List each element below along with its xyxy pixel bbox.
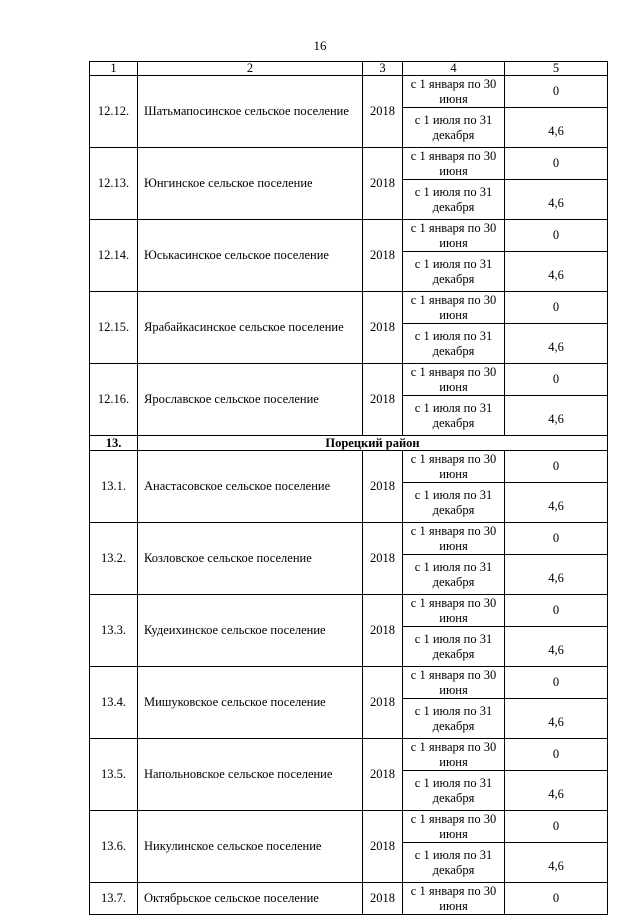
- period-cell: с 1 января по 30 июня: [403, 220, 505, 252]
- period-cell: с 1 января по 30 июня: [403, 739, 505, 771]
- rate-value: 0: [505, 451, 608, 483]
- period-cell: с 1 января по 30 июня: [403, 292, 505, 324]
- table-row: [90, 739, 608, 771]
- row-number: 12.14.: [90, 220, 138, 292]
- rate-value: 4,6: [505, 252, 608, 292]
- period-cell: с 1 января по 30 июня: [403, 883, 505, 915]
- rate-value: 0: [505, 811, 608, 843]
- period-cell: с 1 июля по 31 декабря: [403, 396, 505, 436]
- row-number: 13.5.: [90, 739, 138, 811]
- settlement-name: [138, 667, 363, 739]
- settlement-name: [138, 364, 363, 436]
- rate-value: 4,6: [505, 627, 608, 667]
- table-row: [90, 811, 608, 843]
- period-cell: с 1 июля по 31 декабря: [403, 483, 505, 523]
- rate-value: 4,6: [505, 324, 608, 364]
- year-cell: 2018: [363, 595, 403, 667]
- period-cell: с 1 июля по 31 декабря: [403, 843, 505, 883]
- settlement-name-text: Юськасинское сельское поселение: [144, 248, 329, 262]
- rate-value: 4,6: [505, 771, 608, 811]
- settlement-name-text: Ярабайкасинское сельское поселение: [144, 320, 344, 334]
- table-row: [90, 667, 608, 699]
- period-cell: с 1 июля по 31 декабря: [403, 108, 505, 148]
- settlement-name-text: Козловское сельское поселение: [144, 551, 312, 565]
- period-cell: с 1 января по 30 июня: [403, 523, 505, 555]
- period-cell: с 1 июля по 31 декабря: [403, 252, 505, 292]
- rate-value: 0: [505, 148, 608, 180]
- period-cell: с 1 июля по 31 декабря: [403, 324, 505, 364]
- row-number: 12.12.: [90, 76, 138, 148]
- period-cell: с 1 января по 30 июня: [403, 148, 505, 180]
- column-header: 5: [505, 62, 608, 76]
- year-cell: 2018: [363, 523, 403, 595]
- year-cell: 2018: [363, 451, 403, 523]
- settlement-name: [138, 292, 363, 364]
- period-cell: с 1 июля по 31 декабря: [403, 699, 505, 739]
- row-number: 13.6.: [90, 811, 138, 883]
- table-row: [90, 292, 608, 324]
- year-cell: 2018: [363, 292, 403, 364]
- table-row: [90, 148, 608, 180]
- rate-value: 0: [505, 292, 608, 324]
- row-number: 13.7.: [90, 883, 138, 915]
- column-header: 4: [403, 62, 505, 76]
- region-row: [90, 436, 608, 451]
- settlement-name-text: Мишуковское сельское поселение: [144, 695, 326, 709]
- row-number: 13.3.: [90, 595, 138, 667]
- settlement-name-text: Кудеихинское сельское поселение: [144, 623, 326, 637]
- column-header: 1: [90, 62, 138, 76]
- period-cell: с 1 января по 30 июня: [403, 364, 505, 396]
- period-cell: с 1 июля по 31 декабря: [403, 771, 505, 811]
- table-row: [90, 595, 608, 627]
- settlement-name-text: Юнгинское сельское поселение: [144, 176, 313, 190]
- year-cell: 2018: [363, 148, 403, 220]
- rate-value: 0: [505, 220, 608, 252]
- rates-table: [89, 61, 608, 915]
- table-body: [90, 62, 608, 915]
- rate-value: 0: [505, 667, 608, 699]
- rate-value: 0: [505, 364, 608, 396]
- period-cell: с 1 января по 30 июня: [403, 451, 505, 483]
- settlement-name: [138, 220, 363, 292]
- page-number: 16: [313, 38, 327, 53]
- rate-value: 0: [505, 523, 608, 555]
- period-cell: с 1 января по 30 июня: [403, 595, 505, 627]
- settlement-name: [138, 76, 363, 148]
- rate-value: 4,6: [505, 108, 608, 148]
- row-number: 13.1.: [90, 451, 138, 523]
- settlement-name: [138, 148, 363, 220]
- period-cell: с 1 июля по 31 декабря: [403, 627, 505, 667]
- settlement-name: [138, 739, 363, 811]
- rate-value: 4,6: [505, 180, 608, 220]
- year-cell: 2018: [363, 364, 403, 436]
- year-cell: 2018: [363, 667, 403, 739]
- year-cell: 2018: [363, 76, 403, 148]
- year-cell: 2018: [363, 220, 403, 292]
- settlement-name-text: Никулинское сельское поселение: [144, 839, 322, 853]
- rate-value: 0: [505, 739, 608, 771]
- rate-value: 4,6: [505, 555, 608, 595]
- rate-value: 0: [505, 883, 608, 915]
- year-cell: 2018: [363, 811, 403, 883]
- rate-value: 4,6: [505, 396, 608, 436]
- period-cell: с 1 января по 30 июня: [403, 76, 505, 108]
- row-number: 13.2.: [90, 523, 138, 595]
- settlement-name-text: Шатьмапосинское сельское поселение: [144, 104, 349, 118]
- year-cell: 2018: [363, 739, 403, 811]
- rate-value: 4,6: [505, 699, 608, 739]
- settlement-name-text: Анастасовское сельское поселение: [144, 479, 331, 493]
- table-row: [90, 883, 608, 915]
- column-header: 2: [138, 62, 363, 76]
- settlement-name-text: Напольновское сельское поселение: [144, 767, 333, 781]
- header-row: [90, 62, 608, 76]
- settlement-name: [138, 883, 363, 915]
- settlement-name: [138, 811, 363, 883]
- row-number: 13.4.: [90, 667, 138, 739]
- row-number: 12.15.: [90, 292, 138, 364]
- table-row: [90, 76, 608, 108]
- column-header: 3: [363, 62, 403, 76]
- settlement-name-text: Ярославское сельское поселение: [144, 392, 319, 406]
- period-cell: с 1 января по 30 июня: [403, 811, 505, 843]
- settlement-name-text: Октябрьское сельское поселение: [144, 891, 319, 905]
- table-row: [90, 523, 608, 555]
- rate-value: 4,6: [505, 843, 608, 883]
- table-row: [90, 364, 608, 396]
- table-row: [90, 220, 608, 252]
- row-number: 12.13.: [90, 148, 138, 220]
- row-number: 12.16.: [90, 364, 138, 436]
- rate-value: 4,6: [505, 483, 608, 523]
- period-cell: с 1 июля по 31 декабря: [403, 180, 505, 220]
- region-name: Порецкий район: [138, 436, 608, 451]
- settlement-name: [138, 523, 363, 595]
- region-number: 13.: [90, 436, 138, 451]
- period-cell: с 1 июля по 31 декабря: [403, 555, 505, 595]
- rate-value: 0: [505, 76, 608, 108]
- rate-value: 0: [505, 595, 608, 627]
- table-row: [90, 451, 608, 483]
- period-cell: с 1 января по 30 июня: [403, 667, 505, 699]
- settlement-name: [138, 451, 363, 523]
- settlement-name: [138, 595, 363, 667]
- year-cell: 2018: [363, 883, 403, 915]
